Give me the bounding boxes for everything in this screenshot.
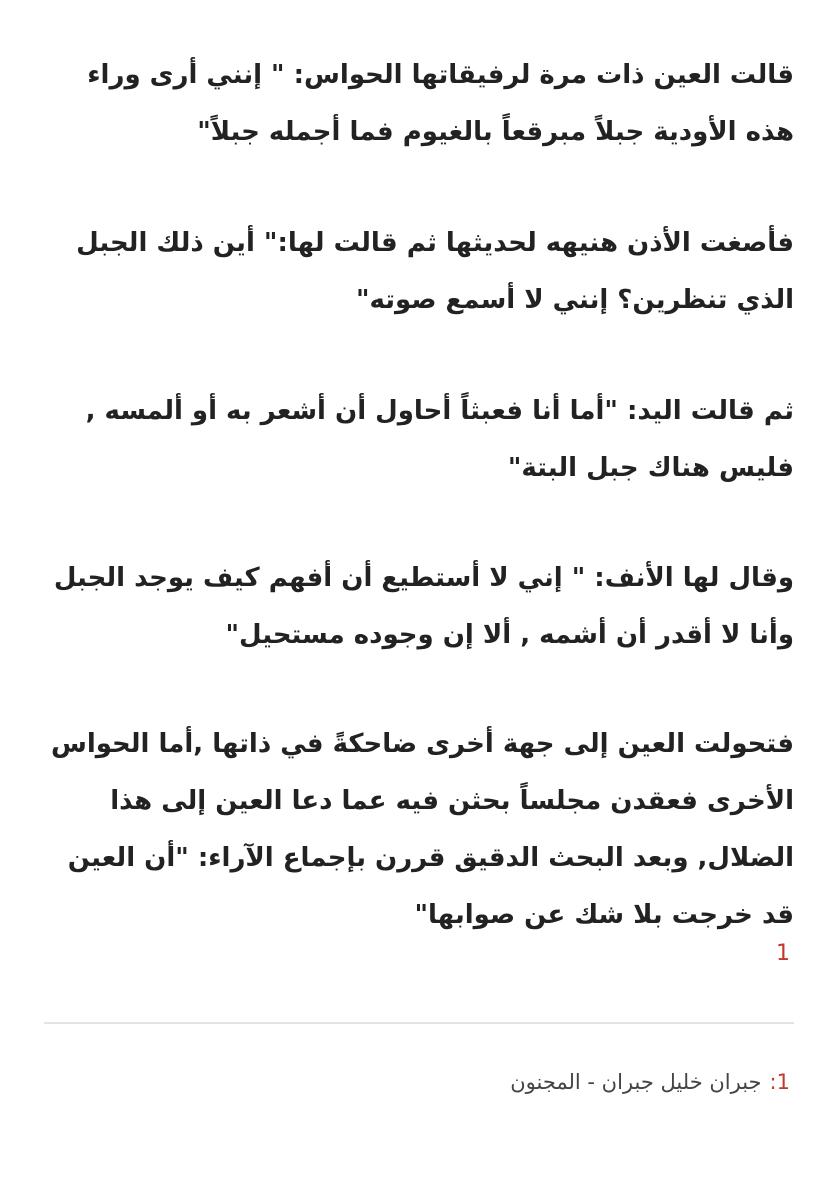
footnote-reference-link[interactable]: 1 <box>776 941 790 966</box>
footnotes-divider <box>44 1022 794 1024</box>
paragraph-2: فأصغت الأذن هنيهه لحديثها ثم قالت لها:" أين ذلك الجبل الذي تنظرين؟ إنني لا أسمع صوته" <box>76 228 794 315</box>
footnote-number[interactable]: 1 <box>776 1070 790 1094</box>
paragraph-5: فتحولت العين إلى جهة أخرى ضاحكةً في ذاتها ,أما الحواس الأخرى فعقدن مجلساً بحثن فيه عما دعا العين إلى هذا الضلال, وبعد البحث الدقيق قررن بإجماع الآراء: "أن العين قد خرجت بلا شك عن صوابها" <box>50 729 794 930</box>
article-page <box>44 0 794 1200</box>
paragraph-4: وقال لها الأنف: " إني لا أستطيع أن أفهم كيف يوجد الجبل وأنا لا أقدر أن أشمه , ألا إن وجوده مستحيل" <box>53 563 794 650</box>
paragraph-3: ثم قالت اليد: "أما أنا فعبثاً أحاول أن أشعر به أو ألمسه , فليس هناك جبل البتة" <box>85 396 794 483</box>
footnote-item <box>510 1062 790 1102</box>
footnote-separator: : <box>769 1070 777 1094</box>
footnote-text: جبران خليل جبران - المجنون <box>510 1070 762 1094</box>
paragraph-1: قالت العين ذات مرة لرفيقاتها الحواس: " إنني أرى وراء هذه الأودية جبلاً مبرقعاً بالغيوم فما أجمله جبلاً" <box>87 60 794 147</box>
